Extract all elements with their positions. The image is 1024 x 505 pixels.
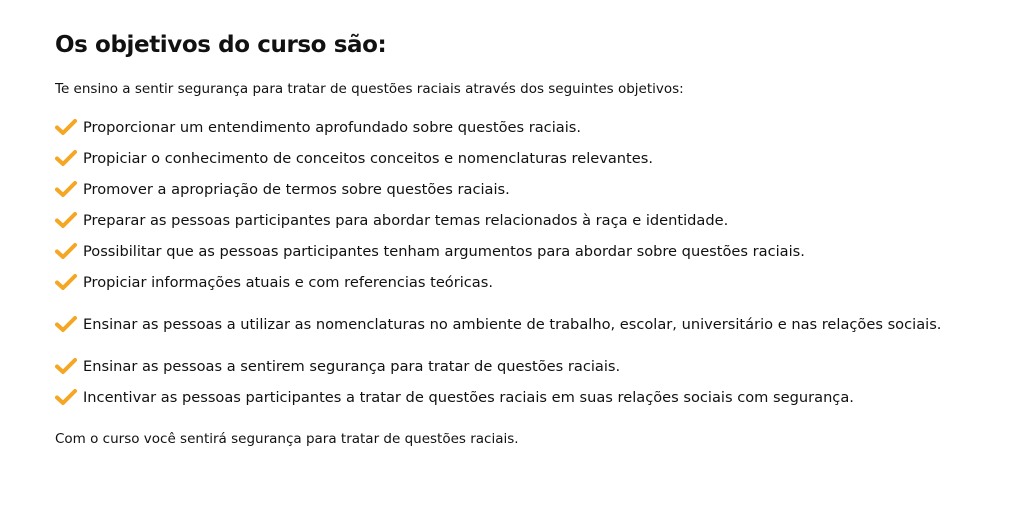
- check-icon: [55, 118, 79, 138]
- list-item: [55, 238, 1005, 266]
- check-icon: [55, 149, 79, 169]
- list-item: [55, 207, 1005, 235]
- list-item: [55, 114, 1005, 142]
- objective-text: Preparar as pessoas participantes para abordar temas relacionados à raça e identidade.: [83, 212, 729, 229]
- outro-text: Com o curso você sentirá segurança para tratar de questões raciais.: [55, 431, 519, 447]
- check-icon: [55, 211, 79, 231]
- list-item: [55, 176, 1005, 204]
- objective-text: Propiciar o conhecimento de conceitos conceitos e nomenclaturas relevantes.: [83, 150, 654, 167]
- objectives-list: [55, 114, 1005, 412]
- intro-text: Te ensino a sentir segurança para tratar de questões raciais através dos seguintes objetivos:: [55, 81, 684, 97]
- objective-text: Possibilitar que as pessoas participantes tenham argumentos para abordar sobre questões raciais.: [83, 243, 805, 260]
- check-icon: [55, 388, 79, 408]
- course-objectives-section: [55, 30, 1005, 448]
- objective-text: Incentivar as pessoas participantes a tratar de questões raciais em suas relações sociais com segurança.: [83, 389, 854, 406]
- check-icon: [55, 357, 79, 377]
- check-icon: [55, 242, 79, 262]
- check-icon: [55, 180, 79, 200]
- objective-text: Ensinar as pessoas a sentirem segurança para tratar de questões raciais.: [83, 358, 621, 375]
- objective-text: Ensinar as pessoas a utilizar as nomenclaturas no ambiente de trabalho, escolar, universitário e nas relações sociais.: [83, 316, 942, 333]
- objective-text: Promover a apropriação de termos sobre questões raciais.: [83, 181, 510, 198]
- check-icon: [55, 315, 79, 335]
- list-item: [55, 269, 1005, 297]
- list-item: [55, 353, 1005, 381]
- objective-text: Propiciar informações atuais e com referencias teóricas.: [83, 274, 493, 291]
- list-item: [55, 300, 1005, 350]
- objective-text: Proporcionar um entendimento aprofundado sobre questões raciais.: [83, 119, 582, 136]
- section-title: Os objetivos do curso são:: [55, 32, 387, 58]
- list-item: [55, 145, 1005, 173]
- list-item: [55, 384, 1005, 412]
- check-icon: [55, 273, 79, 293]
